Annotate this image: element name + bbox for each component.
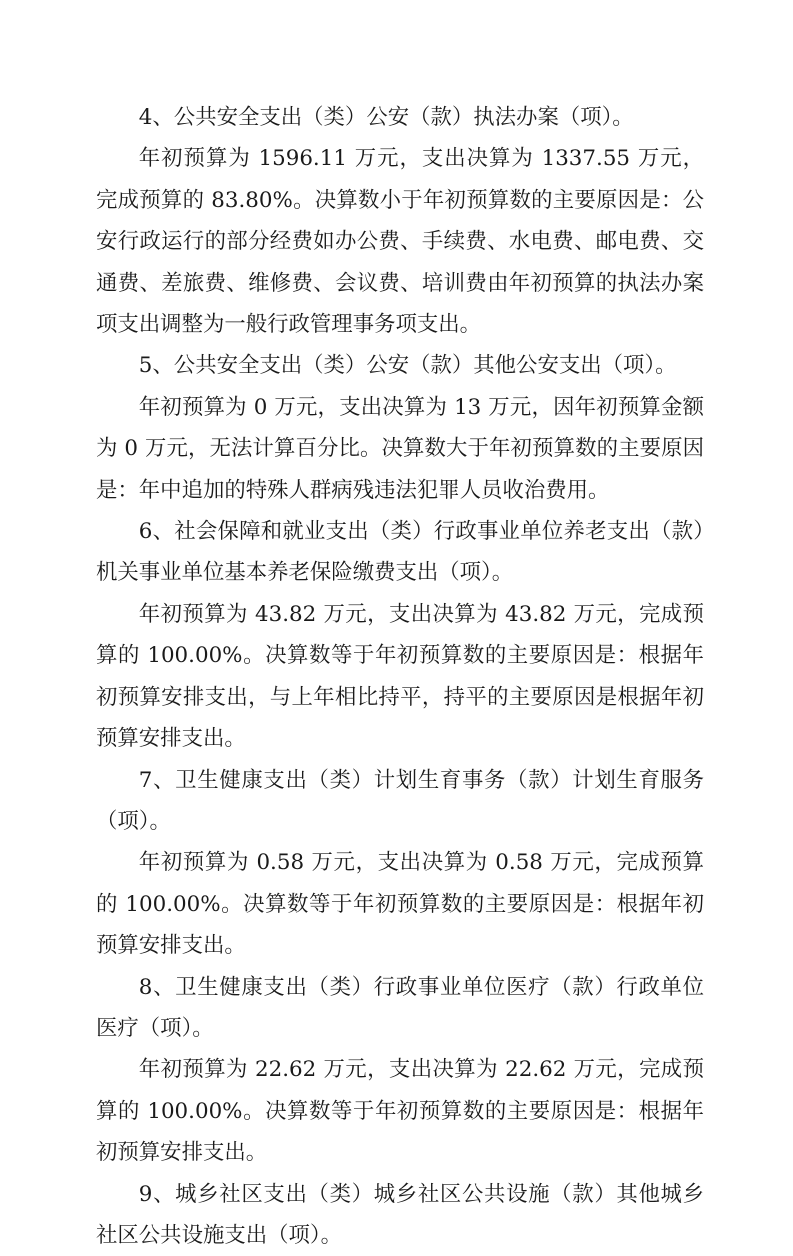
heading-item-5: 5、公共安全支出（类）公安（款）其他公安支出（项）。 bbox=[138, 353, 677, 379]
document-page bbox=[96, 97, 704, 1256]
paragraph-item-7: 年初预算为 0.58 万元，支出决算为 0.58 万元，完成预算的 100.00%。决算数等于年初预算数的主要原因是：根据年初预算安排支出。 bbox=[96, 850, 704, 959]
heading-item-4: 4、公共安全支出（类）公安（款）执法办案（项）。 bbox=[138, 105, 634, 130]
heading-item-8: 8、卫生健康支出（类）行政事业单位医疗（款）行政单位医疗（项）。 bbox=[96, 974, 704, 1041]
paragraph-item-8: 年初预算为 22.62 万元，支出决算为 22.62 万元，完成预算的 100.00%。决算数等于年初预算数的主要原因是：根据年初预算安排支出。 bbox=[96, 1057, 704, 1166]
heading-item-6: 6、社会保障和就业支出（类）行政事业单位养老支出（款）机关事业单位基本养老保险缴费支出（项）。 bbox=[96, 519, 704, 586]
paragraph-item-6: 年初预算为 43.82 万元，支出决算为 43.82 万元，完成预算的 100.00%。决算数等于年初预算数的主要原因是：根据年初预算安排支出，与上年相比持平，持平的主要原因是根据年初预算安排支出。 bbox=[96, 601, 704, 752]
paragraph-item-4: 年初预算为 1596.11 万元，支出决算为 1337.55 万元，完成预算的 83.80%。决算数小于年初预算数的主要原因是：公安行政运行的部分经费如办公费、手续费、水电费、邮电费、交通费、差旅费、维修费、会议费、培训费由年初预算的执法办案项支出调整为一般行政管理事务项支出。 bbox=[96, 146, 704, 338]
paragraph-item-5: 年初预算为 0 万元，支出决算为 13 万元，因年初预算金额为 0 万元，无法计算百分比。决算数大于年初预算数的主要原因是：年中追加的特殊人群病残违法犯罪人员收治费用。 bbox=[96, 394, 704, 503]
heading-item-7: 7、卫生健康支出（类）计划生育事务（款）计划生育服务（项）。 bbox=[96, 767, 704, 834]
heading-item-9: 9、城乡社区支出（类）城乡社区公共设施（款）其他城乡社区公共设施支出（项）。 bbox=[96, 1181, 704, 1248]
